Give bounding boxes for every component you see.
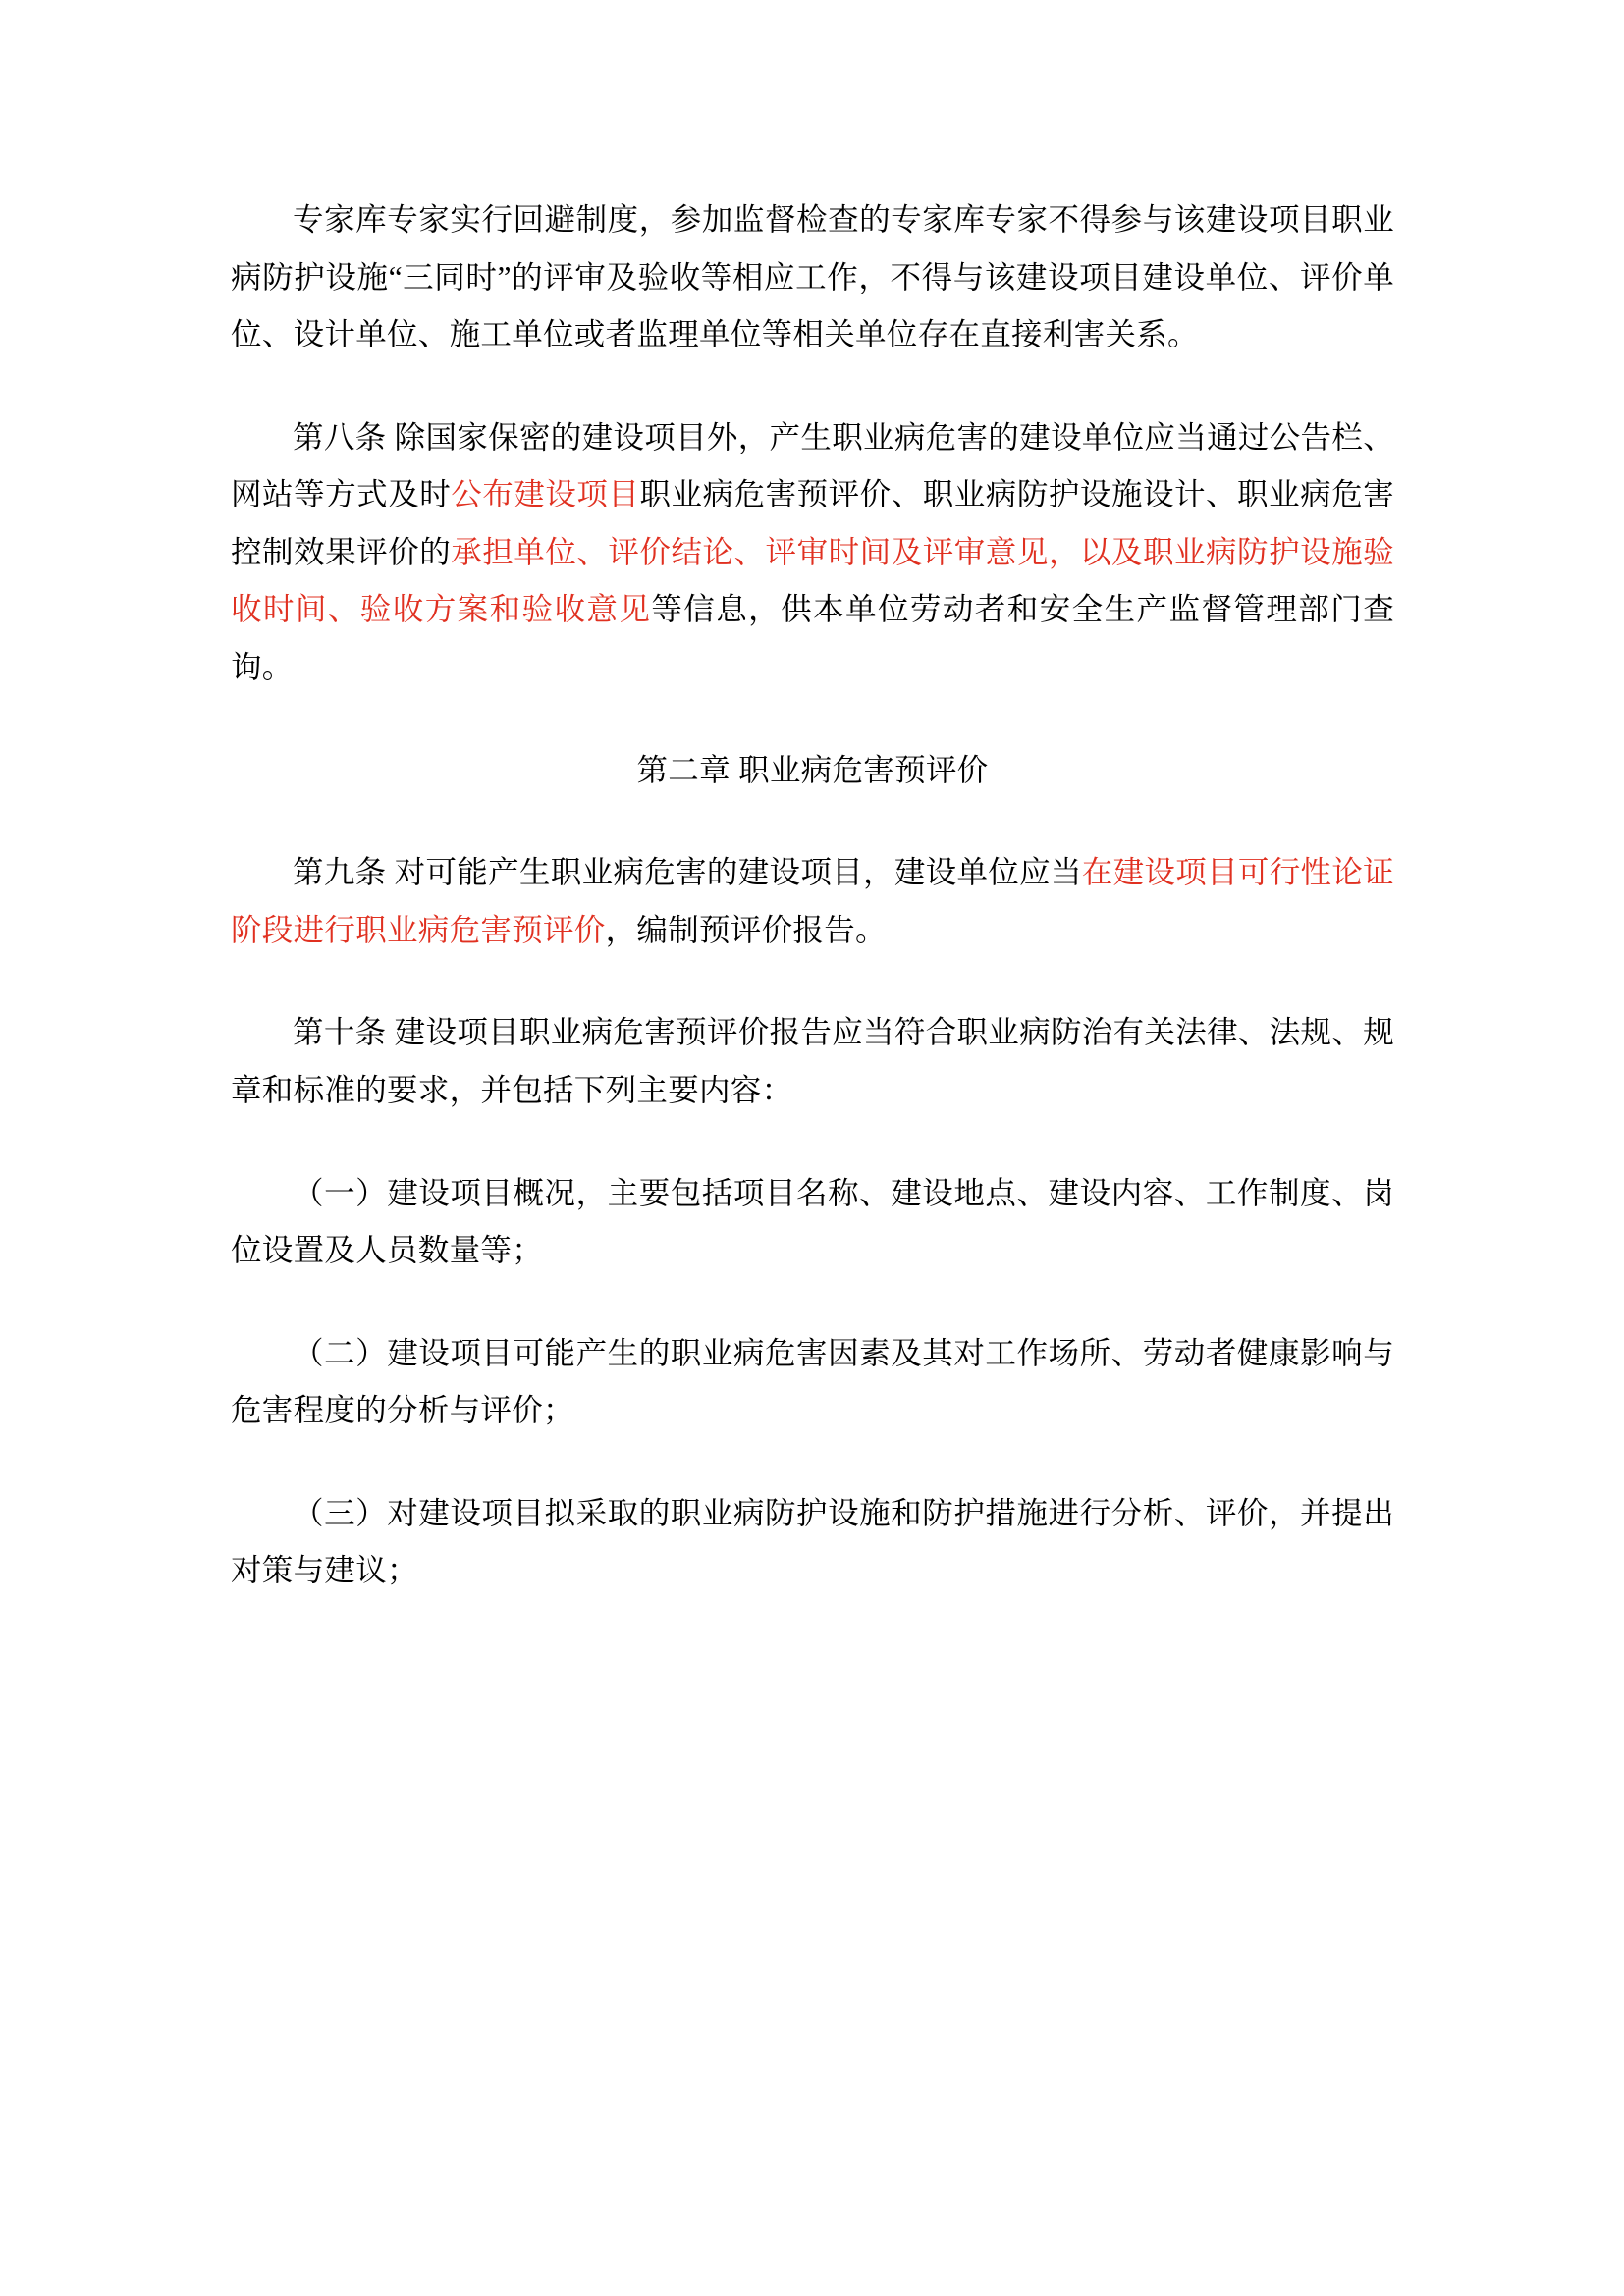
body-text: （三）对建设项目拟采取的职业病防护设施和防护措施进行分析、评价，并提出对策与建议；: [231, 1495, 1394, 1588]
document-body: [231, 191, 1394, 1600]
body-text: 职业病危害预评价、职业病防护设施设计、职业病危害控制效果评价的: [231, 477, 1394, 569]
heading-chapter-2: [231, 742, 1394, 800]
body-text: ，编制预评价报告。: [605, 912, 887, 947]
para-article-10: [231, 1004, 1394, 1119]
body-text: 等信息，供本单位劳动者和安全生产监督管理部门查询。: [231, 592, 1394, 685]
para-item-2: [231, 1325, 1394, 1440]
para-article-8: [231, 409, 1394, 697]
body-text: 第八条 除国家保密的建设项目外，产生职业病危害的建设单位应当通过公告栏、网站等方式及时: [231, 419, 1394, 512]
body-text: （一）建设项目概况，主要包括项目名称、建设地点、建设内容、工作制度、岗位设置及人员数量等；: [231, 1175, 1394, 1268]
highlighted-text: 在建设项目可行性论证阶段进行职业病危害预评价: [231, 855, 1394, 947]
para-item-3: [231, 1485, 1394, 1600]
body-text: 专家库专家实行回避制度，参加监督检查的专家库专家不得参与该建设项目职业病防护设施“三同时”的评审及验收等相应工作，不得与该建设项目建设单位、评价单位、设计单位、施工单位或者监理单位等相关单位存在直接利害关系。: [231, 202, 1394, 352]
highlighted-text: 承担单位、评价结论、评审时间及评审意见，以及职业病防护设施验收时间、验收方案和验收意见: [231, 534, 1394, 627]
body-text: 第十条 建设项目职业病危害预评价报告应当符合职业病防治有关法律、法规、规章和标准的要求，并包括下列主要内容：: [231, 1015, 1394, 1107]
body-text: 第九条 对可能产生职业病危害的建设项目，建设单位应当: [293, 855, 1082, 890]
para-item-1: [231, 1165, 1394, 1280]
body-text: 第二章 职业病危害预评价: [636, 752, 989, 787]
para-expert-recusal: [231, 191, 1394, 364]
highlighted-text: 公布建设项目: [451, 477, 640, 512]
para-article-9: [231, 844, 1394, 959]
body-text: （二）建设项目可能产生的职业病危害因素及其对工作场所、劳动者健康影响与危害程度的分析与评价；: [231, 1335, 1394, 1428]
